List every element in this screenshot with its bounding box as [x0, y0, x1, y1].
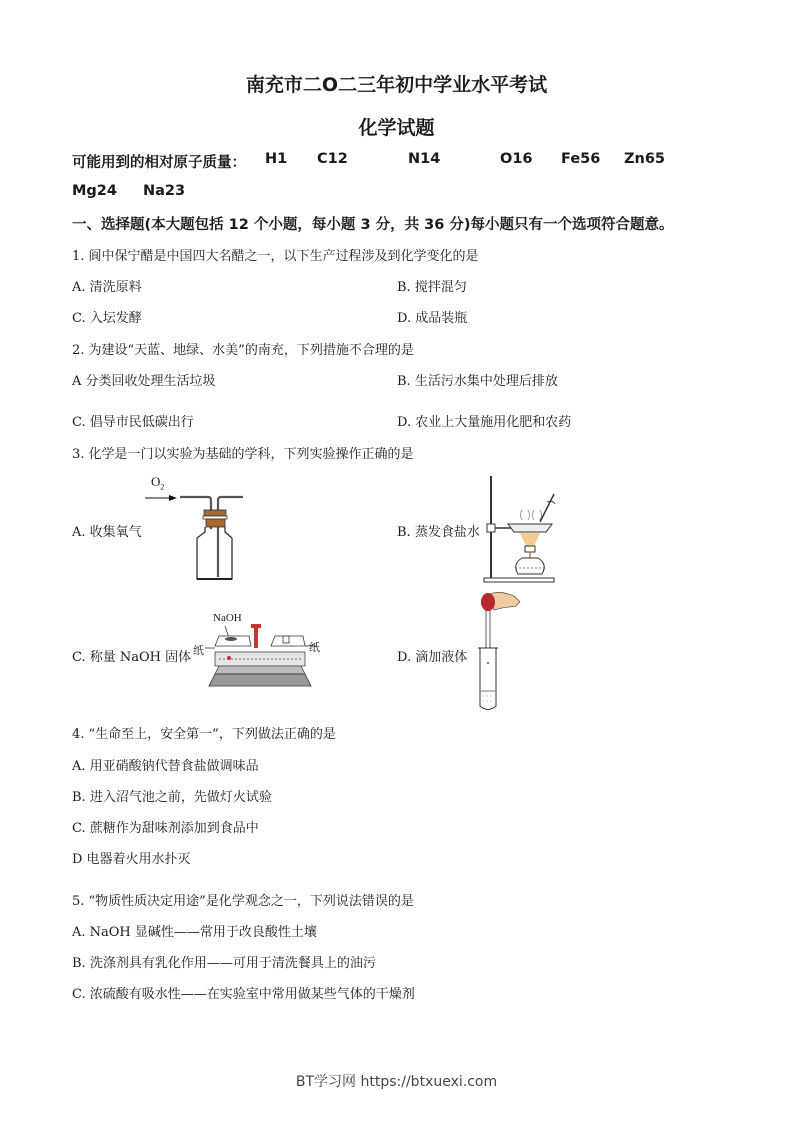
- evaporation-stand-icon: [482, 472, 582, 584]
- question-1-option-d: D. 成品装瓶: [397, 311, 468, 326]
- footer-watermark: BT学习网 https://btxuexi.com: [295, 1074, 498, 1090]
- section-heading: 一、选择题(本大题包括 12 个小题，每小题 3 分，共 36 分)每小题只有一个选项符合题意。: [72, 217, 674, 233]
- question-5-stem: 5. “物质性质决定用途”是化学观念之一，下列说法错误的是: [72, 894, 414, 909]
- question-1-stem: 1. 阆中保宁醋是中国四大名醋之一，以下生产过程涉及到化学变化的是: [72, 249, 479, 264]
- question-1-option-a: A. 清洗原料: [72, 280, 142, 295]
- question-2-option-a: A 分类回收处理生活垃圾: [72, 374, 216, 389]
- question-5-option-b: B. 洗涤剂具有乳化作用——可用于清洗餐具上的油污: [72, 956, 376, 971]
- question-4-option-a: A. 用亚硝酸钠代替食盐做调味品: [72, 759, 259, 774]
- question-2-option-d: D. 农业上大量施用化肥和农药: [397, 415, 572, 430]
- atomic-mass-h: H1: [265, 151, 288, 167]
- o2-label: [151, 474, 164, 492]
- atomic-mass-n: N14: [408, 151, 441, 167]
- question-3-option-b: B. 蒸发食盐水: [397, 525, 480, 540]
- question-3-option-c: C. 称量 NaOH 固体: [72, 650, 192, 665]
- figure-balance-weighing: [193, 612, 320, 692]
- question-1-option-b: B. 搅拌混匀: [397, 280, 467, 295]
- paper-left-label: 纸: [193, 645, 204, 657]
- question-3-option-d: D. 滴加液体: [397, 650, 468, 665]
- question-5-option-a: A. NaOH 显碱性——常用于改良酸性土壤: [72, 925, 317, 940]
- atomic-mass-label: 可能用到的相对原子质量：: [72, 155, 246, 171]
- question-4-option-d: D 电器着火用水扑灭: [72, 852, 191, 867]
- atomic-mass-fe: Fe56: [561, 151, 601, 167]
- atomic-mass-zn: Zn65: [624, 151, 666, 167]
- atomic-mass-mg: Mg24: [72, 183, 117, 199]
- question-1-option-c: C. 入坛发酵: [72, 311, 142, 326]
- paper-right-label: 纸: [309, 642, 320, 654]
- question-4-stem: 4. “生命至上，安全第一”，下列做法正确的是: [72, 727, 336, 742]
- question-3-stem: 3. 化学是一门以实验为基础的学科，下列实验操作正确的是: [72, 447, 414, 462]
- atomic-mass-c: C12: [317, 151, 348, 167]
- question-3-option-a: A. 收集氧气: [72, 525, 142, 540]
- question-4-option-b: B. 进入沼气池之前，先做灯火试验: [72, 790, 272, 805]
- question-2-stem: 2. 为建设“天蓝、地绿、水美”的南充，下列措施不合理的是: [72, 343, 414, 358]
- figure-dropper-test-tube: [470, 588, 530, 713]
- balance-icon: [205, 612, 320, 692]
- atomic-mass-o: O16: [500, 151, 533, 167]
- question-4-option-c: C. 蔗糖作为甜味剂添加到食品中: [72, 821, 259, 836]
- o2-text: O: [151, 474, 161, 489]
- question-5-option-c: C. 浓硫酸有吸水性——在实验室中常用做某些气体的干燥剂: [72, 987, 415, 1002]
- figure-gas-collection-bottle: [145, 474, 255, 584]
- o2-subscript: 2: [160, 482, 165, 492]
- question-2-option-b: B. 生活污水集中处理后排放: [397, 374, 558, 389]
- naoh-label: NaOH: [213, 612, 242, 624]
- figure-evaporation-setup: [482, 472, 582, 584]
- page-title: 南充市二O二三年初中学业水平考试: [245, 74, 548, 96]
- atomic-mass-na: Na23: [143, 183, 186, 199]
- question-2-option-c: C. 倡导市民低碳出行: [72, 415, 194, 430]
- dropper-hand-icon: [470, 588, 530, 713]
- page-subtitle: 化学试题: [358, 117, 435, 139]
